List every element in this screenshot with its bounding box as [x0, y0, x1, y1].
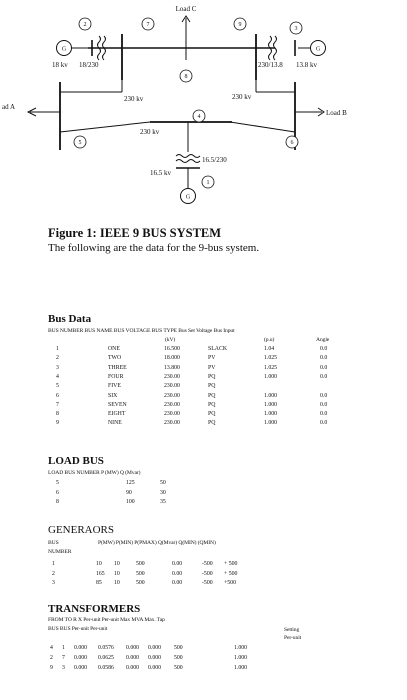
bus-row-angle: 0.0 — [320, 364, 328, 371]
bus-row-kv: 16.500 — [164, 346, 180, 352]
transformer-row-a: 0.000 — [126, 645, 140, 651]
bus-row-name: TWO — [108, 355, 122, 362]
bus-number-7: 7 — [146, 22, 150, 28]
transformer-row-x: 0.0625 — [98, 654, 114, 661]
generator-row-pmin: 10 — [114, 580, 120, 586]
transformer-row-tap: 1.000 — [234, 654, 248, 661]
generator-row-num: 3 — [52, 580, 55, 586]
bus-row-num: 1 — [56, 346, 59, 352]
bus-row-angle: 0.0 — [320, 346, 328, 352]
transformer-row-b: 0.000 — [148, 645, 162, 651]
load-row-q: 35 — [160, 499, 166, 505]
load-row-q: 30 — [160, 489, 166, 496]
bus-data-header: BUS NUMBER BUS NAME BUS VOLTAGE BUS TYPE Bus Set Voltage Bus Input — [48, 328, 235, 334]
generator-row-num: 1 — [52, 561, 55, 567]
generator-row-q: 0.00 — [172, 561, 183, 567]
bus-row-kv: 230.00 — [164, 401, 180, 408]
generator-row-pmax: 500 — [136, 561, 145, 567]
bus-row-name: SEVEN — [108, 401, 127, 408]
bus-row-name: EIGHT — [108, 411, 126, 418]
transformer-row-to: 7 — [62, 654, 65, 661]
transformer-row-to: 3 — [62, 664, 65, 671]
transformer-row-r: 0.000 — [74, 654, 88, 661]
generator-2 — [57, 41, 72, 56]
bus-row-angle: 0.0 — [320, 420, 328, 427]
transformer-row-from: 4 — [50, 645, 53, 651]
generator-row-q: 0.00 — [172, 570, 183, 577]
load-bus-title: LOAD BUS — [48, 455, 104, 467]
bus-row-num: 3 — [56, 364, 59, 371]
bus-number-5: 5 — [78, 140, 82, 146]
bus-row-kv: 18.000 — [164, 355, 180, 362]
figure-title: Figure 1: IEEE 9 BUS SYSTEM — [48, 226, 222, 240]
load-row-p: 100 — [126, 499, 135, 505]
bus-number-8: 8 — [184, 74, 188, 80]
bus-row-setv: 1.025 — [264, 364, 278, 371]
bus-row-angle: 0.0 — [320, 355, 328, 362]
load-c-label: Load C — [175, 5, 197, 13]
transformer-row-x: 0.0586 — [98, 664, 114, 671]
line-right-voltage-label: 230 kv — [232, 93, 252, 101]
bus-row-kv: 230.00 — [164, 383, 180, 390]
generator-row-pmin: 10 — [114, 561, 120, 567]
gen2-voltage-label: 18 kv — [52, 61, 68, 69]
bus-number-9: 9 — [238, 22, 242, 28]
transformer-row-tap: 1.000 — [234, 664, 248, 671]
bus-row-kv: 230.00 — [164, 373, 180, 380]
generator-row-num: 2 — [52, 570, 55, 577]
transformer-row-from: 2 — [50, 654, 53, 661]
transformer-row-tap: 1.000 — [234, 645, 248, 651]
bus-data-unit-angle: Angle — [316, 337, 330, 343]
transformer-row-r: 0.000 — [74, 664, 88, 671]
transformers-table — [48, 645, 328, 675]
figure-subtitle: The following are the data for the 9-bus system. — [48, 242, 260, 254]
bus-row-setv: 1.025 — [264, 355, 278, 362]
generator-row-qmax: + 500 — [224, 570, 238, 577]
xfmr1-ratio-label: 16.5/230 — [202, 156, 227, 164]
gen1-voltage-label: 16.5 kv — [150, 169, 171, 177]
bus-data-unit-kv: (kV) — [165, 337, 176, 343]
bus-row-setv: 1.000 — [264, 373, 278, 380]
bus-row-kv: 13.800 — [164, 364, 180, 371]
bus4-voltage-label: 230 kv — [140, 128, 160, 136]
transformers-header-perunit: Per-unit — [284, 635, 302, 641]
generators-title: GENERAORS — [48, 524, 115, 536]
bus-row-num: 7 — [56, 401, 59, 408]
generator-row-q: 0.00 — [172, 580, 183, 586]
bus-number-6: 6 — [290, 140, 294, 146]
gen3-voltage-label: 13.8 kv — [296, 61, 317, 69]
generator-row-p: 165 — [96, 570, 105, 577]
bus-row-angle: 0.0 — [320, 411, 328, 418]
transformers-header-line1: FROM TO R X Per-unit Per-unit Max MVA Max. Tap — [48, 617, 165, 623]
transformer-row-mva: 500 — [174, 645, 183, 651]
bus-row-type: PQ — [208, 373, 216, 380]
ieee-9-bus-diagram — [0, 0, 407, 205]
bus-row-setv: 1.04 — [264, 346, 275, 352]
xfmr3-ratio-label: 230/13.8 — [258, 61, 283, 69]
gen-label: G — [61, 46, 67, 53]
generator-row-qmax: + 500 — [224, 561, 238, 567]
load-row-num: 6 — [56, 489, 59, 496]
bus-row-name: FOUR — [108, 373, 124, 380]
transformer-row-mva: 500 — [174, 654, 183, 661]
bus-row-type: PV — [208, 364, 216, 371]
bus-data-unit-pu: (p.u) — [264, 337, 275, 343]
transformers-title: TRANSFORMERS — [48, 603, 141, 615]
bus-row-angle: 0.0 — [320, 401, 328, 408]
generators-header-number: NUMBER — [48, 549, 72, 555]
bus-row-type: SLACK — [208, 346, 228, 352]
xfmr2-ratio-label: 18/230 — [79, 61, 99, 69]
load-row-p: 90 — [126, 489, 132, 496]
bus-row-num: 8 — [56, 411, 59, 418]
generator-row-pmax: 500 — [136, 570, 145, 577]
bus-row-name: THREE — [108, 364, 127, 371]
bus-row-kv: 230.00 — [164, 392, 180, 399]
bus-row-type: PQ — [208, 420, 216, 427]
transformer-row-a: 0.000 — [126, 664, 140, 671]
load-row-p: 125 — [126, 480, 135, 486]
load-a-label: ad A — [2, 103, 16, 111]
bus-row-type: PQ — [208, 411, 216, 418]
generator-row-pmax: 500 — [136, 580, 145, 586]
bus-row-name: NINE — [108, 420, 122, 427]
bus-row-kv: 230.00 — [164, 420, 180, 427]
bus-row-type: PQ — [208, 401, 216, 408]
bus-data-title: Bus Data — [48, 313, 92, 325]
line-left-voltage-label: 230 kv — [124, 95, 144, 103]
bus-row-type: PV — [208, 355, 216, 362]
bus-row-name: SIX — [108, 392, 118, 399]
bus-row-setv: 1.000 — [264, 401, 278, 408]
generator-row-qmin: -500 — [202, 580, 213, 586]
transformer-row-to: 1 — [62, 645, 65, 651]
bus-row-name: ONE — [108, 346, 120, 352]
generators-header-bus: BUS — [48, 540, 59, 546]
generator-row-qmax: +500 — [224, 580, 236, 586]
load-b-label: Load B — [326, 109, 347, 117]
bus-data-table — [48, 346, 368, 430]
bus-number-1: 1 — [206, 180, 210, 186]
transformer-row-from: 9 — [50, 664, 53, 671]
bus-number-2: 2 — [83, 22, 87, 28]
transformer-row-mva: 500 — [174, 664, 183, 671]
bus-row-num: 9 — [56, 420, 59, 427]
bus-number-3: 3 — [294, 26, 298, 32]
generator-row-p: 85 — [96, 580, 102, 586]
bus-row-num: 5 — [56, 383, 59, 390]
transformer-row-b: 0.000 — [148, 664, 162, 671]
bus-row-num: 2 — [56, 355, 59, 362]
generator-3 — [311, 41, 326, 56]
bus-row-angle: 0.0 — [320, 392, 328, 399]
bus-row-name: FIVE — [108, 383, 121, 390]
transformers-header-setting: Setting — [284, 627, 300, 633]
bus-row-setv: 1.000 — [264, 411, 278, 418]
generator-1 — [181, 189, 196, 204]
transformers-header-line2: BUS BUS Per-unit Per-unit — [48, 626, 108, 632]
generator-row-pmin: 10 — [114, 570, 120, 577]
gen-label: G — [185, 194, 191, 201]
transformer-row-a: 0.000 — [126, 654, 140, 661]
load-row-q: 50 — [160, 480, 166, 486]
bus-row-type: PQ — [208, 392, 216, 399]
generator-row-qmin: -500 — [202, 570, 213, 577]
generator-row-p: 10 — [96, 561, 102, 567]
load-bus-header: LOAD BUS NUMBER P (MW) Q (Mvar) — [48, 470, 141, 476]
bus-row-kv: 230.00 — [164, 411, 180, 418]
load-bus-table — [48, 480, 248, 510]
generator-row-qmin: -500 — [202, 561, 213, 567]
bus-number-4: 4 — [197, 114, 201, 120]
load-row-num: 8 — [56, 499, 59, 505]
bus-row-num: 6 — [56, 392, 59, 399]
transformer-row-b: 0.000 — [148, 654, 162, 661]
bus-row-type: PQ — [208, 383, 216, 390]
transformer-row-x: 0.0576 — [98, 645, 114, 651]
load-row-num: 5 — [56, 480, 59, 486]
transformer-row-r: 0.000 — [74, 645, 88, 651]
bus-row-setv: 1.000 — [264, 392, 278, 399]
gen-label: G — [315, 46, 321, 53]
bus-row-angle: 0.0 — [320, 373, 328, 380]
generators-table — [48, 561, 328, 591]
bus-row-setv: 1.000 — [264, 420, 278, 427]
bus-row-num: 4 — [56, 373, 59, 380]
generators-header-cols: P(MW) P(MIN) P(PMAX) Q(Mvar) Q(MIN) (QMIN) — [98, 540, 216, 546]
